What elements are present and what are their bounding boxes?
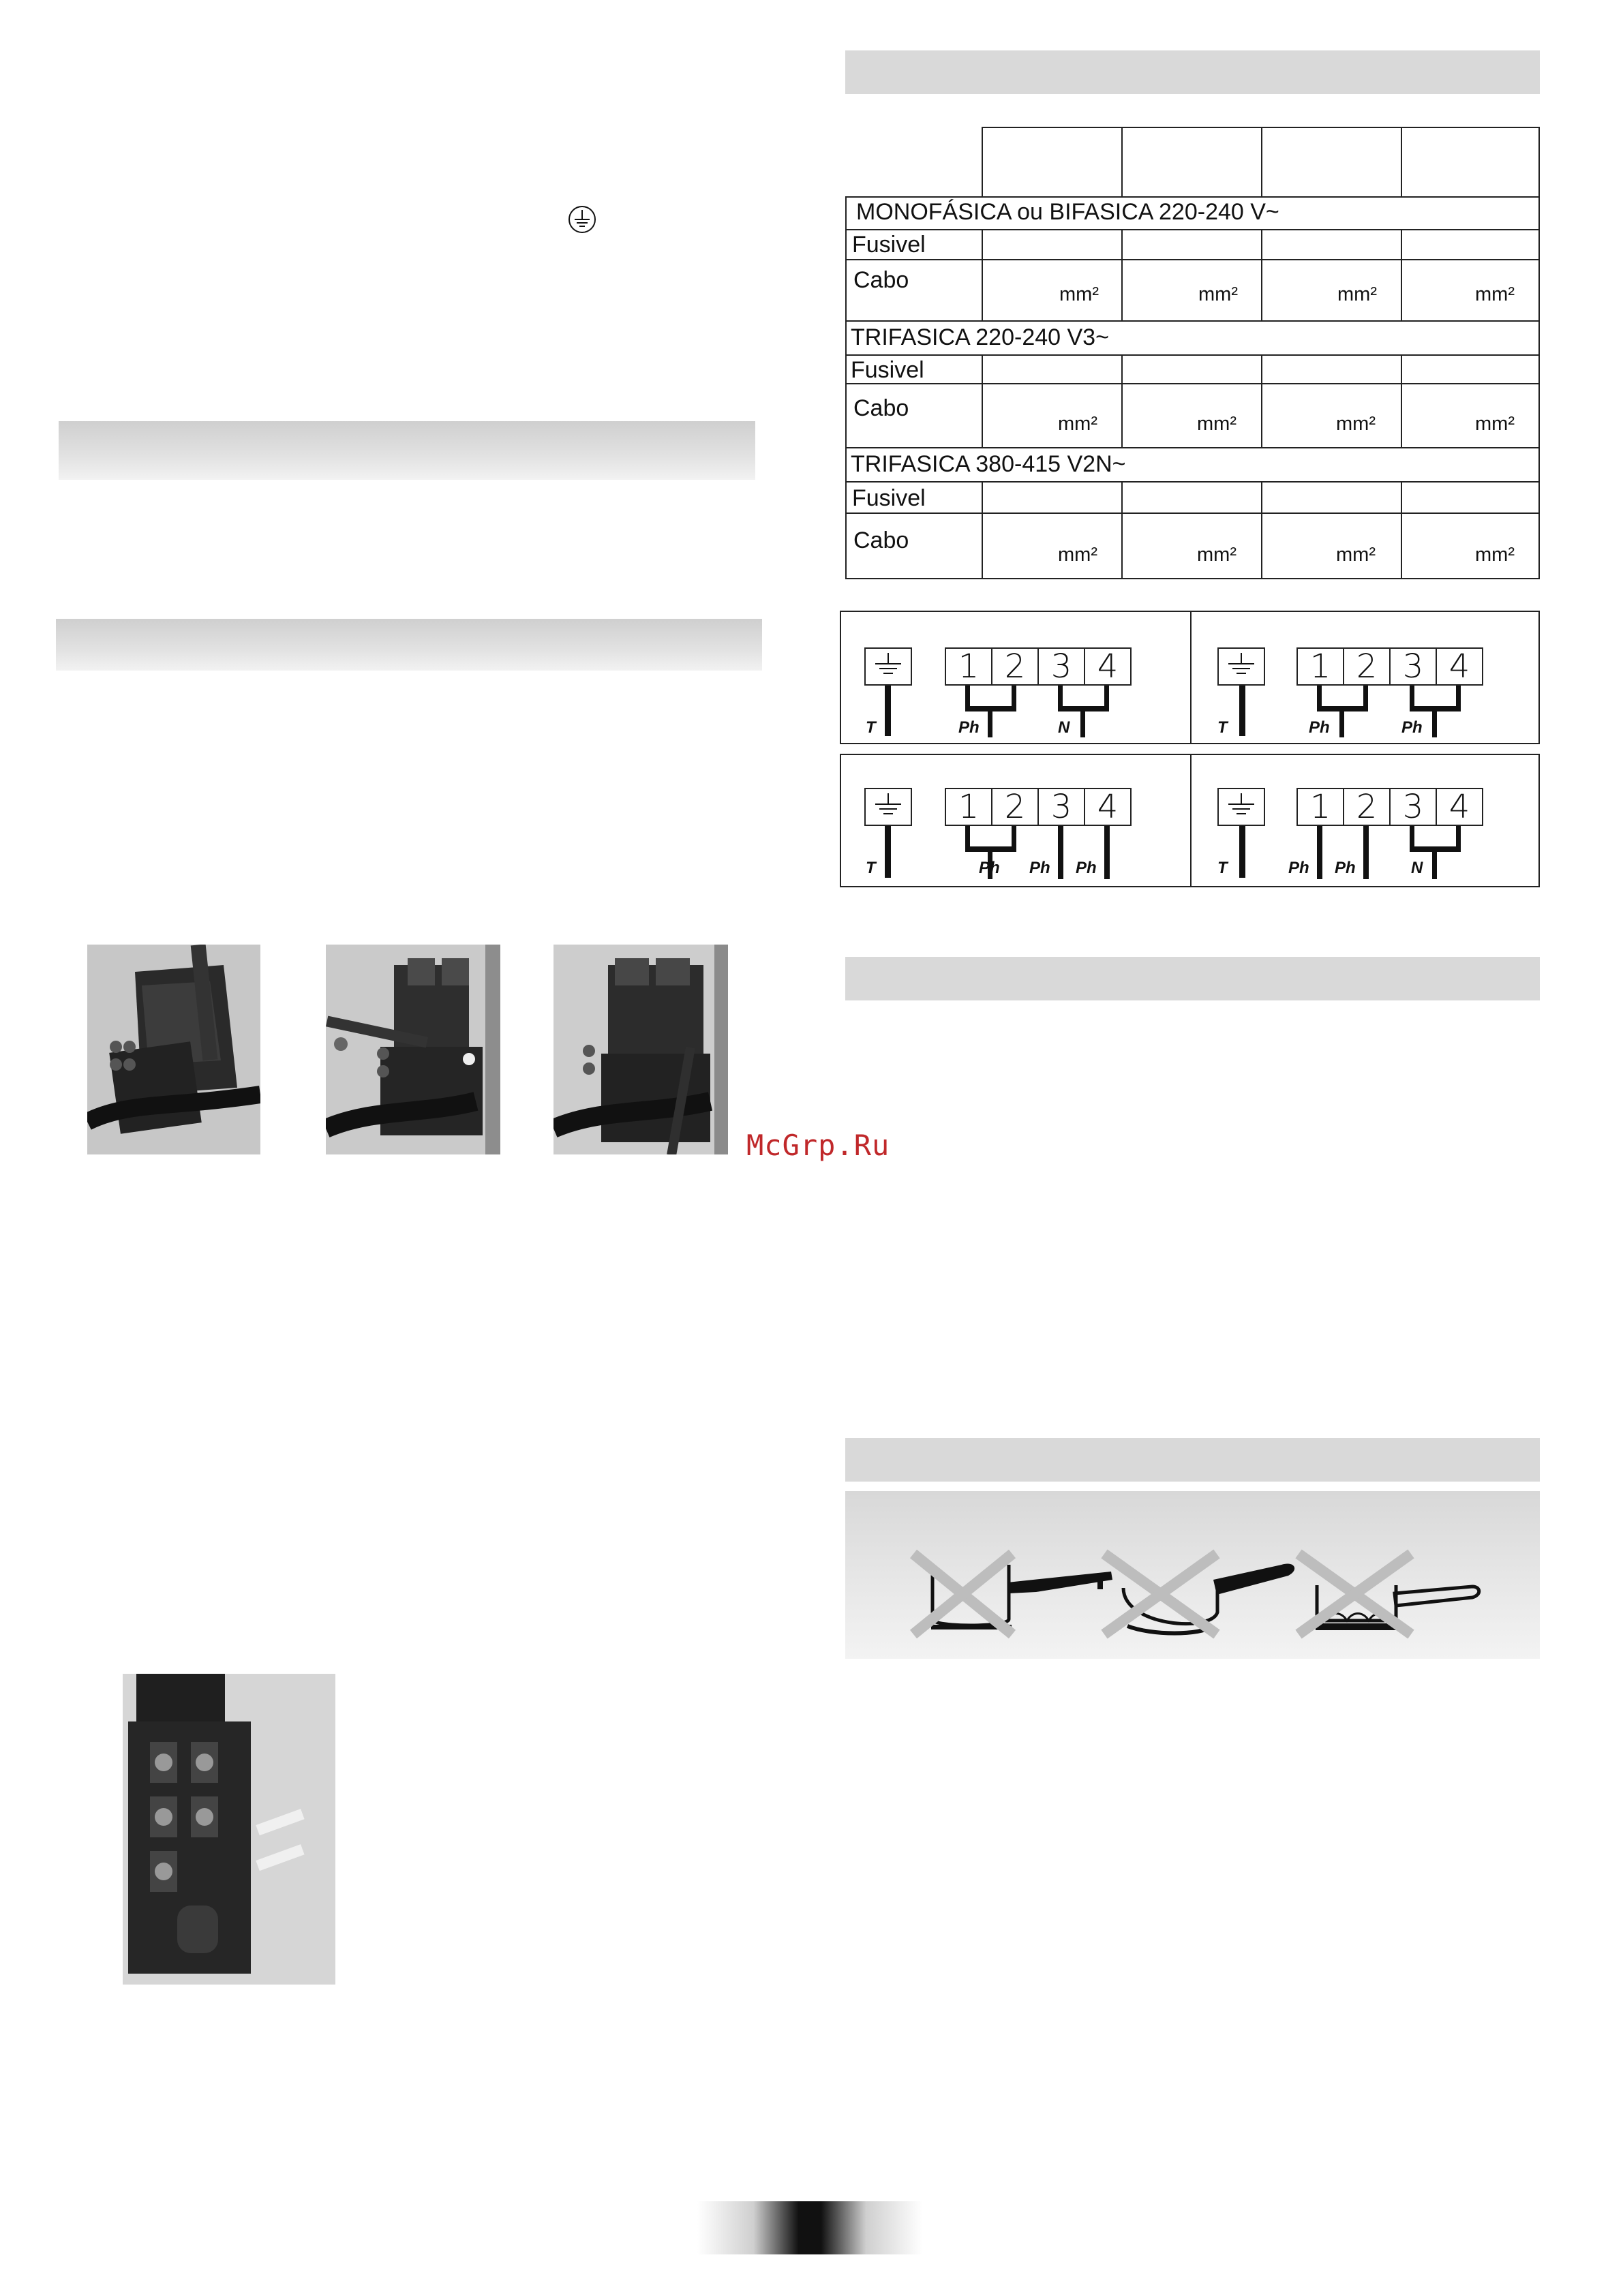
wire — [1410, 826, 1414, 849]
section-title: TRIFASICA 380-415 V2N~ — [851, 451, 1126, 477]
page-number-badge — [697, 2201, 922, 2254]
cable-cell — [982, 259, 1123, 322]
section-header-bar — [845, 957, 1540, 1000]
wire — [1456, 686, 1461, 709]
wiring-panel — [840, 611, 1192, 744]
terminal-number: 4 — [1097, 647, 1119, 686]
wire — [1410, 686, 1414, 709]
wire — [965, 826, 970, 849]
fuse-cell — [1121, 354, 1262, 384]
cable-cell — [982, 383, 1123, 448]
wire — [1317, 686, 1322, 709]
pan-icon — [1104, 1554, 1294, 1634]
terminal-number: 3 — [1402, 647, 1424, 686]
wire-label: Ph — [979, 859, 1000, 877]
fuse-cell — [1261, 481, 1402, 514]
section-title: MONOFÁSICA ou BIFASICA 220-240 V~ — [856, 199, 1279, 225]
terminal-number: 4 — [1448, 647, 1470, 686]
unit-mm2: mm² — [1475, 284, 1515, 305]
wire — [1432, 707, 1437, 737]
table-header-cell — [982, 127, 1123, 198]
wire-label: T — [866, 859, 876, 877]
unit-mm2: mm² — [1336, 413, 1376, 435]
table-header-cell — [1261, 127, 1402, 198]
cable-label: Cabo — [853, 267, 909, 293]
watermark-text: McGrp.Ru — [746, 1129, 890, 1162]
section-header-bar — [845, 50, 1540, 94]
section-header-bar — [56, 619, 762, 671]
terminal-number: 4 — [1097, 788, 1119, 826]
terminal-number: 3 — [1050, 788, 1072, 826]
terminal-number: 1 — [1309, 647, 1331, 686]
wire — [1104, 686, 1109, 709]
terminal-number: 3 — [1050, 647, 1072, 686]
fuse-label: Fusivel — [852, 485, 926, 511]
wiring-panel — [840, 754, 1192, 887]
table-header-cell — [1121, 127, 1262, 198]
cable-cell — [982, 512, 1123, 579]
wire — [1363, 826, 1369, 879]
earth-terminal — [864, 647, 912, 686]
wire — [1239, 826, 1245, 878]
fuse-cell — [1261, 354, 1402, 384]
fuse-cell — [982, 354, 1123, 384]
wire-label: Ph — [958, 718, 980, 737]
section-title: TRIFASICA 220-240 V3~ — [851, 324, 1109, 350]
wire — [1012, 826, 1016, 849]
earth-symbol-icon — [567, 204, 597, 234]
fuse-cell — [1261, 229, 1402, 260]
table-header-cell — [1401, 127, 1540, 198]
wire-label: N — [1411, 859, 1423, 877]
earth-terminal — [1217, 788, 1265, 826]
wire-label: Ph — [1401, 718, 1423, 737]
installation-photo-3 — [553, 945, 728, 1154]
wire — [885, 826, 891, 878]
unit-mm2: mm² — [1059, 284, 1099, 305]
wire — [1339, 707, 1344, 737]
wire-label: T — [1217, 718, 1228, 737]
cable-cell — [1121, 383, 1262, 448]
unit-mm2: mm² — [1197, 413, 1237, 435]
unit-mm2: mm² — [1197, 544, 1237, 566]
wire — [1317, 826, 1322, 879]
cable-label: Cabo — [853, 395, 909, 421]
terminal-number: 2 — [1356, 788, 1378, 826]
wire-label: N — [1058, 718, 1070, 737]
pan-icon — [1299, 1554, 1479, 1634]
wire — [1432, 848, 1437, 879]
unit-mm2: mm² — [1058, 413, 1097, 435]
section-header-bar — [845, 1438, 1540, 1482]
terminal-block-photo — [123, 1674, 335, 1985]
cable-cell — [1121, 259, 1262, 322]
wire-label: Ph — [1288, 859, 1309, 877]
cable-cell — [1401, 383, 1540, 448]
fuse-cell — [982, 481, 1123, 514]
cable-cell — [1401, 259, 1540, 322]
fuse-label: Fusivel — [852, 232, 926, 258]
wire-label: T — [1217, 859, 1228, 877]
wire — [965, 686, 970, 709]
terminal-number: 1 — [958, 647, 980, 686]
fuse-cell — [1121, 229, 1262, 260]
earth-terminal — [864, 788, 912, 826]
wire — [1058, 686, 1063, 709]
unit-mm2: mm² — [1475, 544, 1515, 566]
terminal-number: 2 — [1004, 788, 1026, 826]
unit-mm2: mm² — [1475, 413, 1515, 435]
terminal-number: 3 — [1402, 788, 1424, 826]
cable-cell — [1261, 383, 1402, 448]
terminal-number: 1 — [1309, 788, 1331, 826]
wire — [1012, 686, 1016, 709]
cable-cell — [1261, 512, 1402, 579]
wire-label: Ph — [1076, 859, 1097, 877]
fuse-cell — [1401, 481, 1540, 514]
wire — [1058, 826, 1063, 879]
terminal-number: 4 — [1448, 788, 1470, 826]
terminal-block — [945, 788, 1132, 826]
fuse-cell — [1401, 354, 1540, 384]
terminal-number: 2 — [1004, 647, 1026, 686]
wire — [1104, 826, 1110, 879]
fuse-cell — [982, 229, 1123, 260]
pan-icon — [913, 1554, 1112, 1634]
wire — [1239, 686, 1245, 736]
terminal-number: 2 — [1356, 647, 1378, 686]
wire-label: Ph — [1029, 859, 1050, 877]
cable-cell — [1401, 512, 1540, 579]
cable-label: Cabo — [853, 527, 909, 553]
unit-mm2: mm² — [1198, 284, 1238, 305]
terminal-block — [1296, 647, 1483, 686]
wiring-diagrams — [840, 611, 1540, 887]
wire — [1456, 826, 1461, 849]
cable-cell — [1121, 512, 1262, 579]
terminal-block — [945, 647, 1132, 686]
terminal-block — [1296, 788, 1483, 826]
installation-photo-2 — [326, 945, 500, 1154]
cable-cell — [1261, 259, 1402, 322]
earth-terminal — [1217, 647, 1265, 686]
unit-mm2: mm² — [1058, 544, 1097, 566]
installation-photo-1 — [87, 945, 260, 1154]
wire-label: T — [866, 718, 876, 737]
terminal-number: 1 — [958, 788, 980, 826]
cable-table — [845, 127, 1540, 587]
fuse-cell — [1121, 481, 1262, 514]
wire-label: Ph — [1309, 718, 1330, 737]
wire — [1363, 686, 1368, 709]
wiring-panel — [1190, 754, 1540, 887]
wire-label: Ph — [1335, 859, 1356, 877]
wire — [885, 686, 891, 736]
fuse-label: Fusivel — [851, 357, 924, 383]
wire — [988, 707, 992, 737]
wire — [1080, 707, 1085, 737]
fuse-cell — [1401, 229, 1540, 260]
unit-mm2: mm² — [1337, 284, 1377, 305]
unit-mm2: mm² — [1336, 544, 1376, 566]
wiring-panel — [1190, 611, 1540, 744]
section-header-bar — [59, 421, 755, 480]
unsuitable-pans-illustration — [845, 1491, 1540, 1659]
